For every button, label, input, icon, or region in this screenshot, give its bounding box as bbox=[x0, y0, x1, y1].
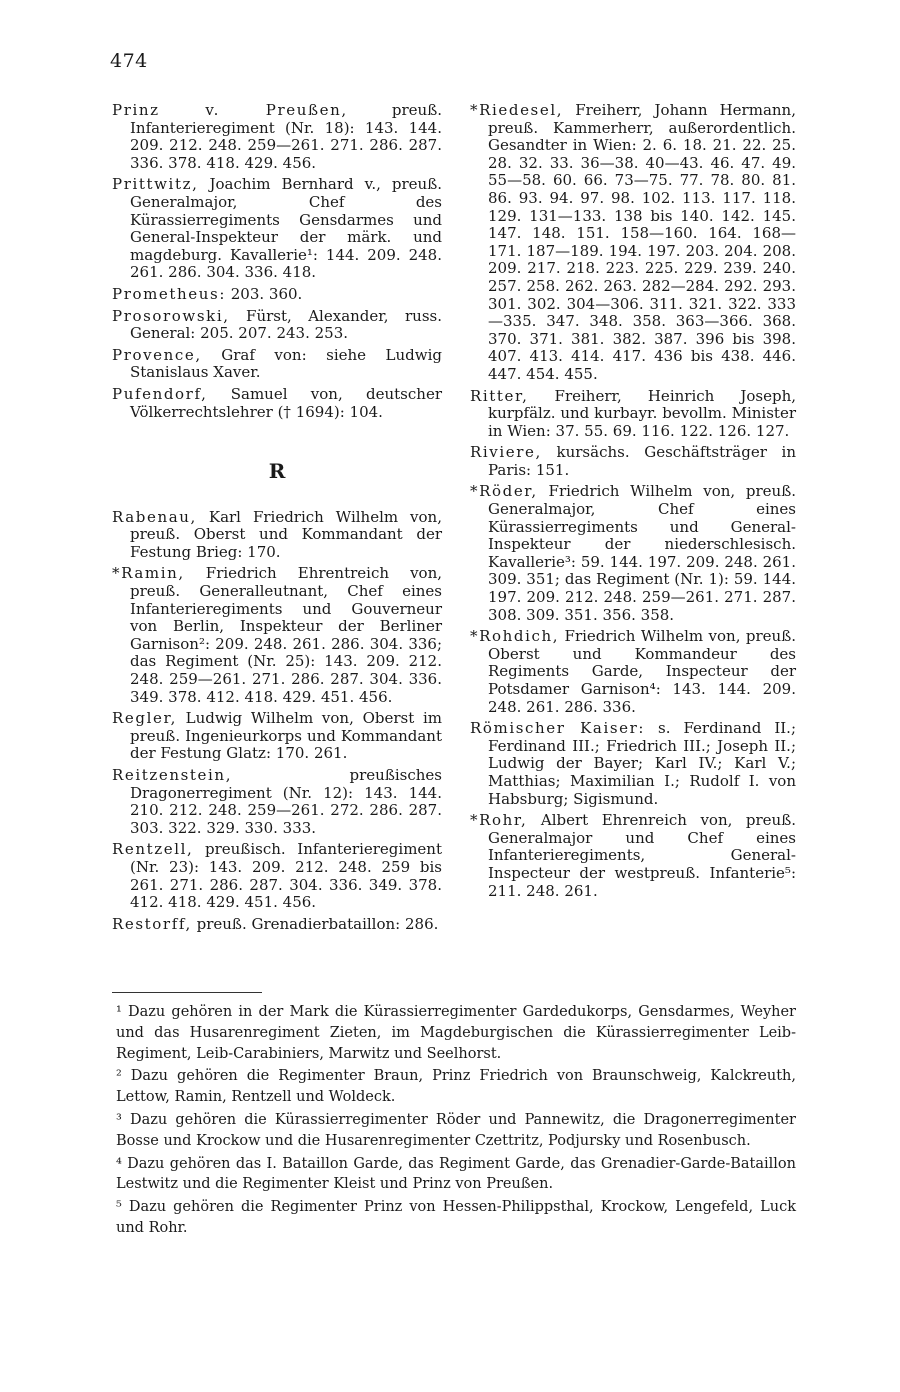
entry-body: Freiherr, Johann Hermann, preuß. Kammerherr, außerordentlich. Gesandter in Wien: 2. 6. 18. 21. 22. 25. 28. 32. 33. 36—38. 40—43. 46. 47. 49. 55—58. 60. 66. 73—75. 77. 78. 80. 81. 86. 93. 94. 97. 98. 102. 113. 117. 118. 129. 131—133. 138 bis 140. 142. 145. 147. 148. 151. 158—160. 164. 168—171. 187—189. 194. 197. 203. 204. 208. 209. 217. 218. 223. 225. 229. 239. 240. 257. 258. 262. 263. 282—284. 292. 293. 301. 302. 304—306. 311. 321. 322. 333—335. 347. 348. 358. 363—366. 368. 370. 371. 381. 382. 387. 396 bis 398. 407. 413. 414. 417. 436 bis 438. 446. 447. 454. 455. bbox=[488, 101, 796, 383]
entry-headword: *Röder, bbox=[470, 482, 538, 501]
index-entry bbox=[112, 102, 442, 172]
index-entry bbox=[112, 916, 442, 934]
entry-headword: Prittwitz, bbox=[112, 175, 199, 194]
entry-headword: Prometheus: bbox=[112, 284, 226, 303]
entry-body: Joachim Bernhard v., preuß. Generalmajor, Chef des Kürassierregiments Gensdarmes und General-Inspekteur der märk. und magdeburg. Kavallerie¹: 144. 209. 248. 261. 286. 304. 336. 418. bbox=[130, 175, 442, 282]
index-entry bbox=[470, 444, 796, 479]
index-entry bbox=[112, 347, 442, 382]
entries-bottom bbox=[112, 509, 442, 934]
entry-headword: *Rohr, bbox=[470, 811, 528, 830]
section-letter-heading: R bbox=[268, 459, 286, 484]
entry-body: Graf von: siehe Ludwig Stanislaus Xaver. bbox=[130, 345, 442, 382]
index-column-right bbox=[470, 102, 796, 904]
index-entry bbox=[112, 565, 442, 706]
entry-headword: Pufendorf, bbox=[112, 384, 208, 403]
entry-headword: Restorff, bbox=[112, 914, 192, 933]
entry-body: kursächs. Geschäftsträger in Paris: 151. bbox=[488, 443, 796, 479]
entry-headword: Rabenau, bbox=[112, 507, 197, 526]
entry-body: preuß. Infanterieregiment (Nr. 18): 143. 144. 209. 212. 248. 259—261. 271. 286. 287. 336. 378. 418. 429. 456. bbox=[130, 101, 442, 172]
index-entry bbox=[470, 483, 796, 624]
entry-body: preußisches Dragonerregiment (Nr. 12): 143. 144. 210. 212. 248. 259—261. 272. 286. 287. 303. 322. 329. 330. 333. bbox=[130, 766, 442, 837]
footnote: ² Dazu gehören die Regimenter Braun, Prinz Friedrich von Braunschweig, Kalckreuth, Lettow, Ramin, Rentzell und Woldeck. bbox=[116, 1068, 796, 1106]
footnote: ¹ Dazu gehören in der Mark die Kürassierregimenter Gardedukorps, Gensdarmes, Weyher und das Husarenregiment Zieten, im Magdeburgischen die Kürassierregimenter Leib-Regiment, Leib-Carabiniers, Marwitz und Seelhorst. bbox=[116, 1004, 796, 1062]
entry-body: Freiherr, Heinrich Joseph, kurpfälz. und kurbayr. bevollm. Minister in Wien: 37. 55. 69. 116. 122. 126. 127. bbox=[488, 386, 796, 440]
entry-headword: *Ramin, bbox=[112, 564, 185, 583]
footnote: ⁴ Dazu gehören das I. Bataillon Garde, das Regiment Garde, das Grenadier-Garde-Bataillon Lestwitz und die Regimenter Kleist und Prinz von Preußen. bbox=[116, 1155, 796, 1193]
index-entry bbox=[112, 308, 442, 343]
entry-headword: Prinz v. Preußen, bbox=[112, 101, 348, 119]
entry-body: preuß. Grenadierbataillon: 286. bbox=[191, 914, 439, 933]
entry-body: preußisch. Infanterieregiment (Nr. 23): 143. 209. 212. 248. 259 bis 261. 271. 286. 287. 304. 336. 349. 378. 412. 418. 429. 451. 456. bbox=[130, 840, 442, 912]
entry-headword: *Riedesel, bbox=[470, 101, 564, 119]
entry-headword: Römischer Kaiser: bbox=[470, 719, 646, 738]
index-entry bbox=[112, 386, 442, 421]
entry-headword: Reitzenstein, bbox=[112, 766, 233, 784]
entry-body: 203. 360. bbox=[225, 284, 303, 303]
index-column-left bbox=[112, 102, 442, 937]
page-number: 474 bbox=[110, 50, 148, 72]
entry-body: Samuel von, deutscher Völkerrechtslehrer († 1694): 104. bbox=[130, 384, 442, 421]
index-entry bbox=[112, 841, 442, 911]
entry-body: Friedrich Wilhelm von, preuß. Oberst und Kommandeur des Regiments Garde, Inspecteur der Potsdamer Garnison⁴: 143. 144. 209. 248. 261. 286. 336. bbox=[488, 627, 796, 716]
entry-headword: Rentzell, bbox=[112, 840, 194, 859]
index-entry bbox=[112, 710, 442, 763]
entry-body: Friedrich Ehrentreich von, preuß. Generalleutnant, Chef eines Infanterieregiments und Gouverneur von Berlin, Inspekteur der Berliner Garnison²: 209. 248. 261. 286. 304. 336; das Regiment (Nr. 25): 143. 209. 212. 248. 259—261. 271. 286. 287. 304. 336. 349. 378. 412. 418. 429. 451. 456. bbox=[130, 564, 442, 706]
entry-body: Ludwig Wilhelm von, Oberst im preuß. Ingenieurkorps und Kommandant der Festung Glatz: 170. 261. bbox=[130, 709, 442, 763]
entries-top bbox=[112, 102, 442, 421]
footnote: ⁵ Dazu gehören die Regimenter Prinz von Hessen-Philippsthal, Krockow, Lengefeld, Luck und Rohr. bbox=[116, 1199, 796, 1236]
entry-headword: Prosorowski, bbox=[112, 306, 230, 325]
index-entry bbox=[112, 509, 442, 562]
footnotes bbox=[116, 1002, 796, 1241]
entry-headword: Riviere, bbox=[470, 443, 542, 462]
index-entry bbox=[112, 767, 442, 837]
entry-body: s. Ferdinand II.; Ferdinand III.; Friedrich III.; Joseph II.; Ludwig der Bayer; Karl IV.; Karl V.; Matthias; Maximilian I.; Rudolf I. von Habsburg; Sigismund. bbox=[488, 719, 796, 808]
index-entry bbox=[112, 176, 442, 282]
entry-body: Friedrich Wilhelm von, preuß. Generalmajor, Chef eines Kürassierregiments und General-Inspekteur der niederschlesisch. Kavallerie³: 59. 144. 197. 209. 248. 261. 309. 351; das Regiment (Nr. 1): 59. 144. 197. 209. 212. 248. 259—261. 271. 287. 308. 309. 351. 356. 358. bbox=[488, 482, 796, 624]
index-entry bbox=[112, 286, 442, 304]
entry-body: Albert Ehrenreich von, preuß. Generalmajor und Chef eines Infanterieregiments, General-Inspecteur der westpreuß. Infanterie⁵: 211. 248. 261. bbox=[488, 811, 796, 900]
entry-body: Fürst, Alexander, russ. General: 205. 207. 243. 253. bbox=[130, 306, 442, 343]
index-entry bbox=[470, 720, 796, 808]
entry-headword: Provence, bbox=[112, 345, 202, 364]
entry-headword: Ritter, bbox=[470, 386, 529, 405]
index-entry bbox=[470, 388, 796, 441]
entry-headword: *Rohdich, bbox=[470, 627, 560, 646]
index-entry bbox=[470, 102, 796, 384]
entry-body: Karl Friedrich Wilhelm von, preuß. Oberst und Kommandant der Festung Brieg: 170. bbox=[130, 507, 442, 561]
footnote: ³ Dazu gehören die Kürassierregimenter Röder und Pannewitz, die Dragonerregimenter Bosse und Krockow und die Husarenregimenter Czettritz, Podjursky und Rosenbusch. bbox=[116, 1111, 796, 1149]
index-entry bbox=[470, 812, 796, 900]
index-entry bbox=[470, 628, 796, 716]
entry-headword: Regler, bbox=[112, 709, 177, 728]
footnote-divider bbox=[112, 992, 262, 993]
